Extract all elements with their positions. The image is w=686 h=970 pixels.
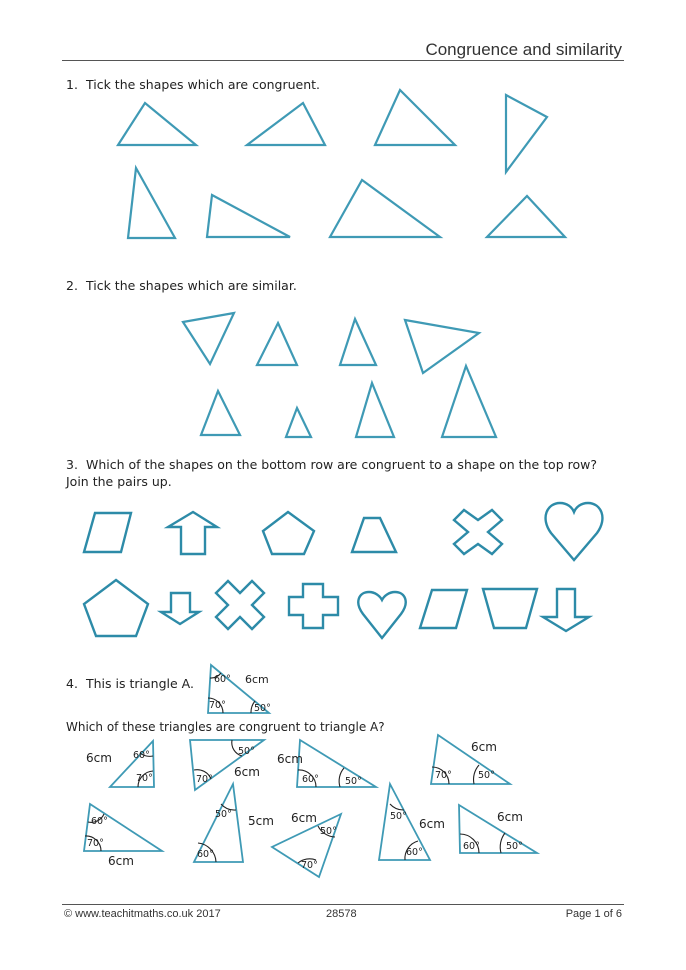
q4-triangle-5-side: 6cm (108, 854, 134, 868)
q4-triangle-9-side: 6cm (497, 810, 523, 824)
q4-triangle-4[interactable] (431, 735, 510, 784)
triangle-a (208, 665, 271, 714)
q4-triangle-5[interactable] (84, 804, 162, 868)
triangle-a-angle-top: 60° (214, 674, 231, 685)
q1-shapes (118, 90, 565, 238)
question-4-text: This is triangle A. (86, 676, 194, 691)
q3-bottom-trapezium[interactable] (483, 589, 537, 628)
triangle-a-angle-left: 70° (209, 700, 226, 711)
q4-triangle-4-angle-a: 70° (435, 770, 452, 781)
q3-bottom-heart[interactable] (358, 592, 405, 638)
q4-triangle-1[interactable] (86, 741, 154, 787)
q2-triangle-5[interactable] (201, 391, 240, 435)
q4-triangle-5-angle-b: 70° (87, 838, 104, 849)
q1-triangle-3[interactable] (375, 90, 455, 145)
q1-triangle-6[interactable] (207, 195, 290, 237)
q4-triangle-7-side: 6cm (291, 811, 317, 825)
q3-top-arrow-up[interactable] (168, 512, 217, 554)
q4-triangle-3-angle-a: 60° (302, 774, 319, 785)
q4-triangle-8[interactable] (379, 784, 445, 860)
q2-triangle-4[interactable] (405, 320, 479, 373)
question-1-number: 1. (66, 77, 78, 92)
q1-triangle-4[interactable] (506, 95, 547, 172)
q4-triangle-2[interactable] (190, 740, 264, 790)
question-1-text: Tick the shapes which are congruent. (86, 77, 321, 92)
q2-triangle-6[interactable] (286, 408, 311, 437)
q3-bottom-arrow-down[interactable] (161, 593, 199, 624)
q4-triangle-8-angle-a: 50° (390, 811, 407, 822)
q1-triangle-2[interactable] (247, 103, 325, 145)
q4-triangle-9-angle-a: 60° (463, 841, 480, 852)
q2-triangle-8[interactable] (442, 366, 496, 437)
q4-triangle-5-angle-a: 60° (91, 816, 108, 827)
q3-top-heart[interactable] (546, 503, 603, 560)
question-2-text: Tick the shapes which are similar. (86, 278, 297, 293)
q4-triangle-3-angle-b: 50° (345, 776, 362, 787)
q4-triangle-4-angle-b: 50° (478, 770, 495, 781)
q4-triangle-6[interactable] (194, 784, 274, 862)
q4-triangle-1-side: 6cm (86, 751, 112, 765)
question-4-number: 4. (66, 676, 78, 691)
q2-triangle-7[interactable] (356, 383, 394, 437)
page-title: Congruence and similarity (425, 40, 622, 59)
q3-top-cross-x[interactable] (454, 510, 502, 554)
q3-top-parallelogram[interactable] (84, 513, 131, 552)
question-4-subtext: Which of these triangles are congruent to triangle A? (66, 720, 385, 734)
q4-triangle-6-angle-a: 50° (215, 809, 232, 820)
q4-triangle-2-side: 6cm (234, 765, 260, 779)
footer-page-number: Page 1 of 6 (565, 908, 622, 920)
q4-triangle-9-angle-b: 50° (506, 841, 523, 852)
q4-triangle-2-angle-b: 70° (196, 774, 213, 785)
q4-triangle-3-side: 6cm (277, 752, 303, 766)
triangle-a-angle-right: 50° (254, 703, 271, 714)
q1-triangle-1[interactable] (118, 103, 196, 145)
q4-triangle-8-side: 6cm (419, 817, 445, 831)
q4-triangle-9[interactable] (459, 805, 537, 853)
q3-top-row (84, 503, 602, 560)
q4-triangle-7-angle-b: 70° (301, 860, 318, 871)
q4-triangle-9-arc-b (500, 833, 505, 853)
footer-divider (62, 904, 624, 905)
q4-triangle-6-side: 5cm (248, 814, 274, 828)
q4-triangle-7[interactable] (272, 811, 341, 877)
q2-triangle-3[interactable] (340, 319, 376, 365)
q3-bottom-row (84, 580, 589, 638)
q1-triangle-7[interactable] (330, 180, 440, 237)
q2-triangle-1[interactable] (183, 313, 234, 364)
q3-bottom-parallelogram[interactable] (420, 590, 467, 628)
q2-triangle-2[interactable] (257, 323, 297, 365)
q4-triangle-7-angle-a: 50° (320, 826, 337, 837)
q3-bottom-cross-x[interactable] (216, 581, 264, 629)
question-3-number: 3. (66, 457, 78, 472)
footer-code: 28578 (326, 908, 357, 920)
q3-top-pentagon[interactable] (263, 512, 314, 554)
q4-triangle-2-angle-a: 50° (238, 746, 255, 757)
q4-triangle-3[interactable] (277, 740, 376, 787)
q4-triangle-3-arc-b (339, 768, 344, 787)
q2-shapes (183, 313, 496, 437)
q1-triangle-8[interactable] (487, 196, 565, 237)
q4-triangle-1-angle-a: 60° (133, 750, 150, 761)
q1-triangle-5[interactable] (128, 168, 175, 238)
q3-bottom-arrow-down-2[interactable] (543, 589, 589, 631)
q4-triangle-4-side: 6cm (471, 740, 497, 754)
footer-copyright: © www.teachitmaths.co.uk 2017 (64, 908, 221, 920)
q4-triangle-1-angle-b: 70° (136, 773, 153, 784)
q3-bottom-plus[interactable] (289, 584, 338, 628)
question-3-text: Which of the shapes on the bottom row are congruent to a shape on the top row? Join the pairs up. (66, 457, 597, 489)
triangle-a-side: 6cm (245, 673, 269, 686)
q4-triangle-8-angle-b: 60° (406, 847, 423, 858)
question-2-number: 2. (66, 278, 78, 293)
q3-top-trapezium[interactable] (352, 518, 396, 552)
q4-triangle-6-angle-b: 60° (197, 849, 214, 860)
q3-bottom-pentagon[interactable] (84, 580, 148, 636)
